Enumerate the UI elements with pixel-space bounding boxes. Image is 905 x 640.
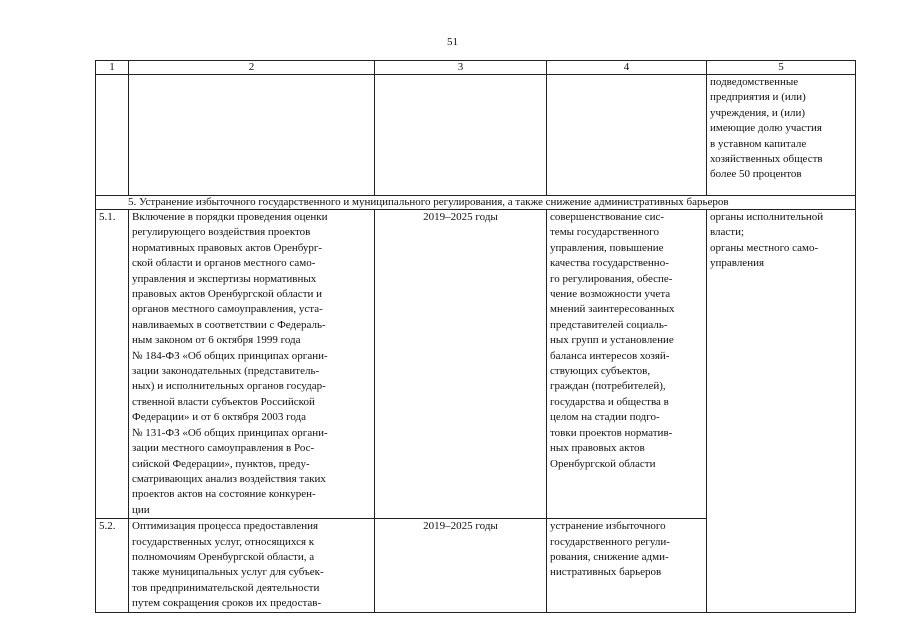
text-line: нистративных барьеров: [550, 566, 662, 579]
cont-cell-4: [547, 75, 707, 196]
item-description: [129, 210, 375, 519]
text-line: ных) и исполнительных органов государ-: [132, 380, 326, 393]
text-line: правовых актов Оренбургской области и: [132, 288, 323, 301]
header-cell-1: 1: [96, 61, 129, 75]
page-number: 51: [447, 36, 458, 48]
text-line: № 184-ФЗ «Об общих принципах органи-: [132, 349, 328, 362]
header-cell-4: 4: [547, 61, 707, 75]
text-line: Включение в порядки проведения оценки: [132, 211, 328, 223]
text-line: имеющие долю участия: [710, 122, 822, 135]
text-line: нормативных правовых актов Оренбург-: [132, 241, 323, 254]
text-line: государственного регули-: [550, 535, 670, 548]
text-line: органов местного самоуправления, уста-: [132, 303, 323, 316]
text-line: управления и экспертизы нормативных: [132, 272, 317, 285]
text-line: зации местного самоуправления в Рос-: [132, 442, 315, 455]
text-line: мнений заинтересованных: [550, 303, 675, 316]
text-line: органы исполнительной: [710, 211, 824, 223]
text-line: предприятия и (или): [710, 91, 806, 104]
text-line: государственных услуг, относящихся к: [132, 535, 315, 548]
text-line: ным законом от 6 октября 1999 года: [132, 334, 301, 347]
text-line: темы государственного: [550, 226, 660, 239]
item-number: 5.1.: [96, 210, 129, 519]
text-line: Оренбургской области: [550, 457, 656, 470]
text-line: го регулирования, обеспе-: [550, 272, 673, 285]
text-line: качества государственно-: [550, 257, 669, 270]
text-line: сматривающих анализ воздействия таких: [132, 472, 326, 485]
item-period: 2019–2025 годы: [375, 210, 547, 519]
item-description: [129, 519, 375, 612]
item-result: [547, 210, 707, 519]
text-line: власти;: [710, 226, 745, 239]
text-line: зации законодательных (представитель-: [132, 365, 320, 378]
text-line: управления: [710, 257, 765, 270]
header-row: [96, 61, 856, 75]
text-line: сийской Федерации», пунктов, преду-: [132, 457, 310, 470]
text-line: в уставном капитале: [710, 137, 807, 150]
item-result: [547, 519, 707, 612]
section-heading-row: [96, 196, 856, 210]
table-row: [96, 210, 856, 519]
plan-table: [95, 60, 856, 613]
cont-cell-1: [96, 75, 129, 196]
text-line: представителей социаль-: [550, 318, 668, 331]
text-line: товки проектов норматив-: [550, 426, 673, 439]
header-cell-2: 2: [129, 61, 375, 75]
text-line: более 50 процентов: [710, 168, 802, 181]
text-line: чение возможности учета: [550, 288, 671, 301]
text-line: граждан (потребителей),: [550, 380, 666, 393]
text-line: ных групп и установление: [550, 334, 674, 347]
text-line: проектов актов на состояние конкурен-: [132, 488, 316, 501]
text-line: баланса интересов хозяй-: [550, 349, 670, 362]
text-line: навливаемых в соответствии с Федераль-: [132, 318, 326, 331]
cont-responsible-cell: [707, 75, 856, 196]
cont-cell-3: [375, 75, 547, 196]
text-line: совершенствование сис-: [550, 211, 665, 223]
text-line: устранение избыточного: [550, 520, 666, 533]
text-line: ственной власти субъектов Российской: [132, 395, 315, 408]
text-line: Оптимизация процесса предоставления: [132, 520, 319, 533]
text-line: № 131-ФЗ «Об общих принципах органи-: [132, 426, 328, 439]
section-heading: 5. Устранение избыточного государственного и муниципального регулирования, а также снижение административных барьеров: [96, 196, 856, 210]
text-line: целом на стадии подго-: [550, 411, 660, 424]
item-period: 2019–2025 годы: [375, 519, 547, 612]
text-line: ных правовых актов: [550, 442, 645, 455]
text-line: управления, повышение: [550, 241, 664, 254]
header-cell-5: 5: [707, 61, 856, 75]
text-line: ской области и органов местного само-: [132, 257, 316, 270]
cont-cell-2: [129, 75, 375, 196]
text-line: рования, снижение адми-: [550, 550, 669, 563]
text-line: тов предпринимательской деятельности: [132, 581, 320, 594]
continuation-row: [96, 75, 856, 196]
text-line: подведомственные: [710, 76, 799, 88]
text-line: Федерации» и от 6 октября 2003 года: [132, 411, 306, 424]
text-line: государства и общества в: [550, 395, 669, 408]
text-line: хозяйственных обществ: [710, 153, 823, 166]
text-line: также муниципальных услуг для субъек-: [132, 566, 324, 579]
item-number: 5.2.: [96, 519, 129, 612]
item-responsible: [707, 210, 856, 613]
text-line: органы местного само-: [710, 241, 819, 254]
text-line: ствующих субъектов,: [550, 365, 651, 378]
text-line: регулирующего воздействия проектов: [132, 226, 311, 239]
header-cell-3: 3: [375, 61, 547, 75]
text-line: путем сокращения сроков их предостав-: [132, 597, 322, 610]
text-line: учреждения, и (или): [710, 106, 806, 119]
text-line: ции: [132, 503, 150, 516]
text-line: полномочиям Оренбургской области, а: [132, 550, 315, 563]
